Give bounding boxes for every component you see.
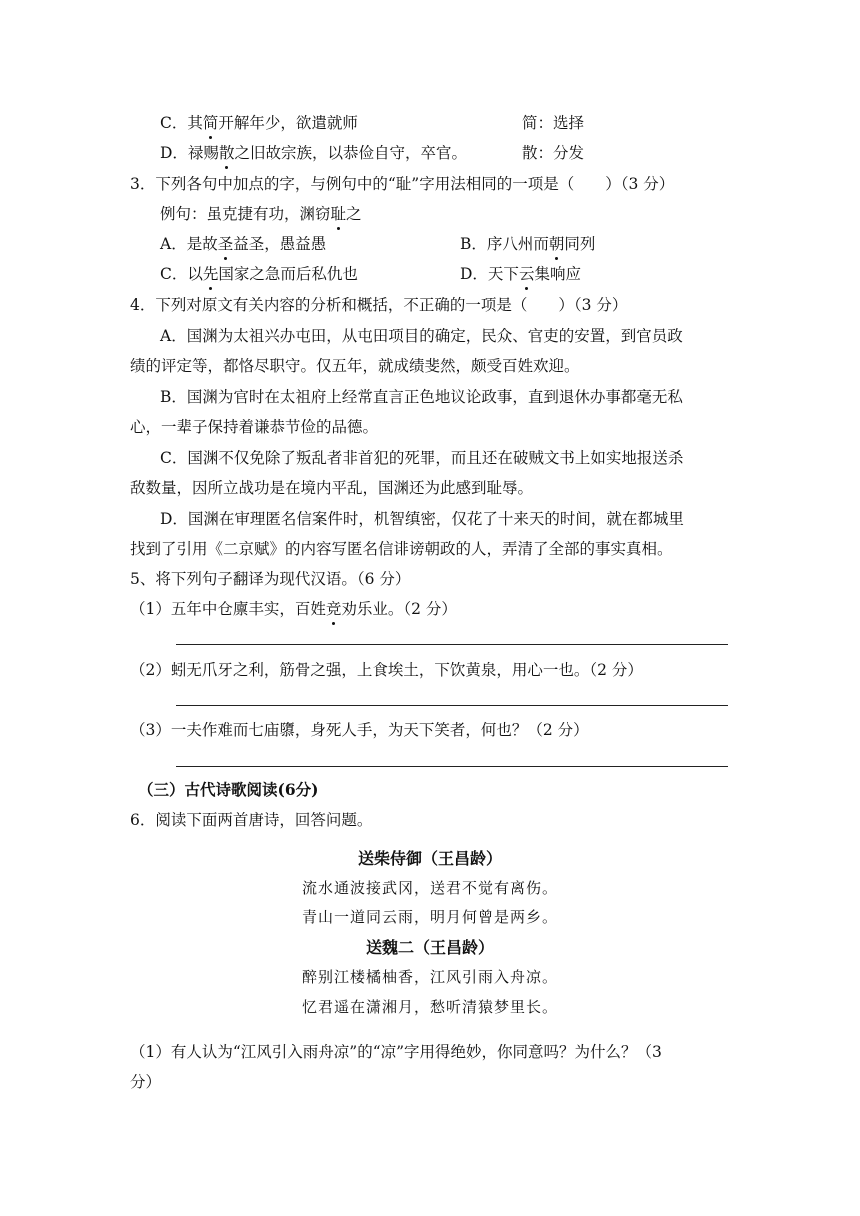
dotted-character: 云 [518,265,535,283]
q5-sentence-2: （2）蚓无爪牙之利，筋骨之强，上食埃土，下饮黄泉，用心一也。（2 分） [130,661,643,679]
q2-option-d-gloss: 散：分发 [522,144,585,162]
answer-line-3[interactable] [176,766,728,767]
q5-stem: 5、将下列句子翻译为现代汉语。（6 分） [130,570,411,588]
q4-option-d-line2: 找到了引用《二京赋》的内容写匿名信诽谤朝政的人，弄清了全部的事实真相。 [130,540,673,558]
q2-option-c-gloss: 简：选择 [522,114,585,132]
q4-option-c-line1: C．国渊不仅免除了叛乱者非首犯的死罪，而且还在破贼文书上如实地报送杀 [160,449,684,467]
text-segment: C．以 [160,265,203,283]
q5-sentence-1 [130,599,457,619]
text-segment: B．序八州而 [460,235,549,253]
dotted-character: 耻 [330,205,347,223]
poem-1-line-1: 流水通波接武冈，送君不觉有离伤。 [301,879,558,897]
q3-stem: 3．下列各句中加点的字，与例句中的“耻”字用法相同的一项是（ ）（3 分） [130,175,675,193]
section-heading: （三）古代诗歌阅读(6分) [138,780,319,799]
q4-option-d-line1: D．国渊在审理匿名信案件时，机智缜密，仅花了十来天的时间，就在都城里 [160,510,684,528]
poem-2-line-2: 忆君遥在潇湘月，愁听清猿梦里长。 [301,998,558,1016]
q3-option-b [460,234,595,254]
text-segment: 同列 [564,235,596,253]
dotted-character: 散 [218,144,235,162]
poem-1-title: 送柴侍御（王昌龄） [357,849,502,868]
text-segment: 之旧故宗族，以恭俭自守，卒官。 [234,144,467,162]
dotted-character: 朝 [548,235,565,253]
q3-option-c [160,264,358,284]
poem-1-line-2: 青山一道同云雨，明月何曾是两乡。 [301,908,558,926]
q3-option-d [460,264,581,284]
text-segment: D．禄赐 [160,144,219,162]
answer-line-1[interactable] [176,644,728,645]
q4-stem: 4．下列对原文有关内容的分析和概括，不正确的一项是（ ）（3 分） [130,296,628,314]
text-segment: 之 [346,205,362,223]
text-segment: D．天下 [460,265,519,283]
poem-2-title: 送魏二（王昌龄） [365,938,494,957]
q4-option-a-line1: A．国渊为太祖兴办屯田，从屯田项目的确定，民众、官吏的安置，到官员政 [160,327,683,345]
q6-stem: 6．阅读下面两首唐诗，回答问题。 [130,811,373,829]
q3-example [160,204,362,224]
q4-option-b-line2: 心，一辈子保持着谦恭节俭的品德。 [130,418,379,436]
q6-subquestion-1: （1）有人认为“江风引入雨舟凉”的“凉”字用得绝妙，你同意吗？为什么？（3 [130,1043,662,1061]
text-segment: A．是故 [160,235,218,253]
dotted-character: 简 [202,114,219,132]
q4-option-a-line2: 绩的评定等，都恪尽职守。仅五年，就成绩斐然，颇受百姓欢迎。 [130,357,580,375]
q6-subquestion-1-cont: 分） [130,1073,162,1091]
q3-option-a [160,234,326,254]
text-segment: （1）五年中仓廪丰实，百姓 [130,600,326,618]
text-segment: 例句：虽克捷有功，渊窃 [160,205,331,223]
dotted-character: 先 [202,265,219,283]
q5-sentence-3: （3）一夫作难而七庙隳，身死人手，为天下笑者，何也？（2 分） [130,721,589,739]
q2-option-c [160,113,358,133]
text-segment: 国家之急而后私仇也 [218,265,358,283]
text-segment: 开解年少，欲遣就师 [218,114,358,132]
text-segment: 益圣，愚益愚 [233,235,327,253]
dotted-character: 竞 [325,600,342,618]
text-segment: 劝乐业。（2 分） [341,600,457,618]
poem-2-line-1: 醉别江楼橘柚香，江风引雨入舟凉。 [301,968,558,986]
q2-option-d [160,143,467,163]
text-segment: C．其 [160,114,203,132]
q4-option-b-line1: B．国渊为官时在太祖府上经常直言正色地议论政事，直到退休办事都毫无私 [160,388,683,406]
text-segment: 集响应 [534,265,581,283]
q4-option-c-line2: 敌数量，因所立战功是在境内平乱，国渊还为此感到耻辱。 [130,479,534,497]
answer-line-2[interactable] [176,705,728,706]
dotted-character: 圣 [217,235,234,253]
